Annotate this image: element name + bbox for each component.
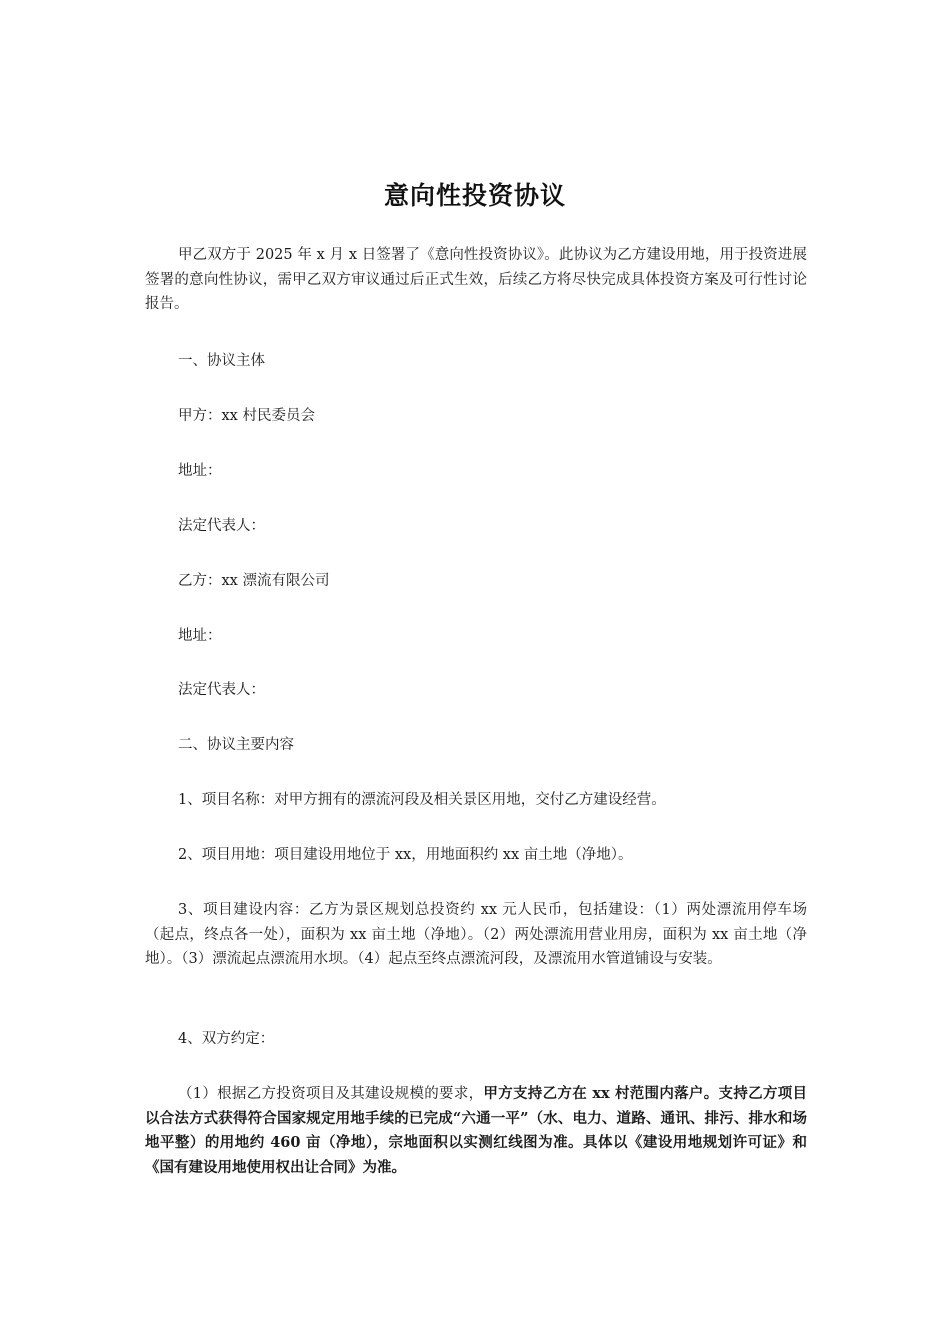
clause-sub-1-bold: 甲方支持乙方在 xx 村范围内落户。支持乙方项目以合法方式获得符合国家规定用地手续的已完成“六通一平”（水、电力、道路、通讯、排污、排水和场地平整）的用地约 460 亩（净地），宗地面积以实测红线图为准。具体以《建设用地规划许可证》和《国有建设用地使用权出让合同》为准。 (145, 1085, 807, 1176)
party-a-name: 甲方：xx 村民委员会 (178, 408, 315, 424)
intro-paragraph: 甲乙双方于 2025 年 x 月 x 日签署了《意向性投资协议》。此协议为乙方建设用地，用于投资进展签署的意向性协议，需甲乙双方审议通过后正式生效，后续乙方将尽快完成具体投资方案及可行性讨论报告。 (145, 247, 807, 312)
section-heading-parties: 一、协议主体 (178, 353, 265, 369)
clause-item-2: 2、项目用地：项目建设用地位于 xx，用地面积约 xx 亩土地（净地）。 (178, 847, 633, 863)
clause-item-3: 3、项目建设内容：乙方为景区规划总投资约 xx 元人民币，包括建设：（1）两处漂流用停车场（起点，终点各一处），面积为 xx 亩土地（净地）。（2）两处漂流用营业用房，面积为 xx 亩土地（净地）。（3）漂流起点漂流用水坝。（4）起点至终点漂流河段，及漂流用水管道铺设与安装。 (145, 902, 807, 967)
section-heading-contents: 二、协议主要内容 (178, 737, 294, 753)
party-b-representative: 法定代表人： (178, 682, 265, 698)
document-title: 意向性投资协议 (383, 181, 566, 210)
clause-sub-1-normal: （1）根据乙方投资项目及其建设规模的要求， (178, 1086, 484, 1102)
clause-item-1: 1、项目名称：对甲方拥有的漂流河段及相关景区用地，交付乙方建设经营。 (178, 792, 666, 808)
party-b-name: 乙方：xx 漂流有限公司 (178, 573, 330, 589)
party-b-address: 地址： (178, 628, 222, 644)
party-a-representative: 法定代表人： (178, 518, 265, 534)
clause-sub-1 (145, 1082, 807, 1180)
party-a-address: 地址： (178, 463, 222, 479)
clause-item-4: 4、双方约定： (178, 1031, 275, 1047)
